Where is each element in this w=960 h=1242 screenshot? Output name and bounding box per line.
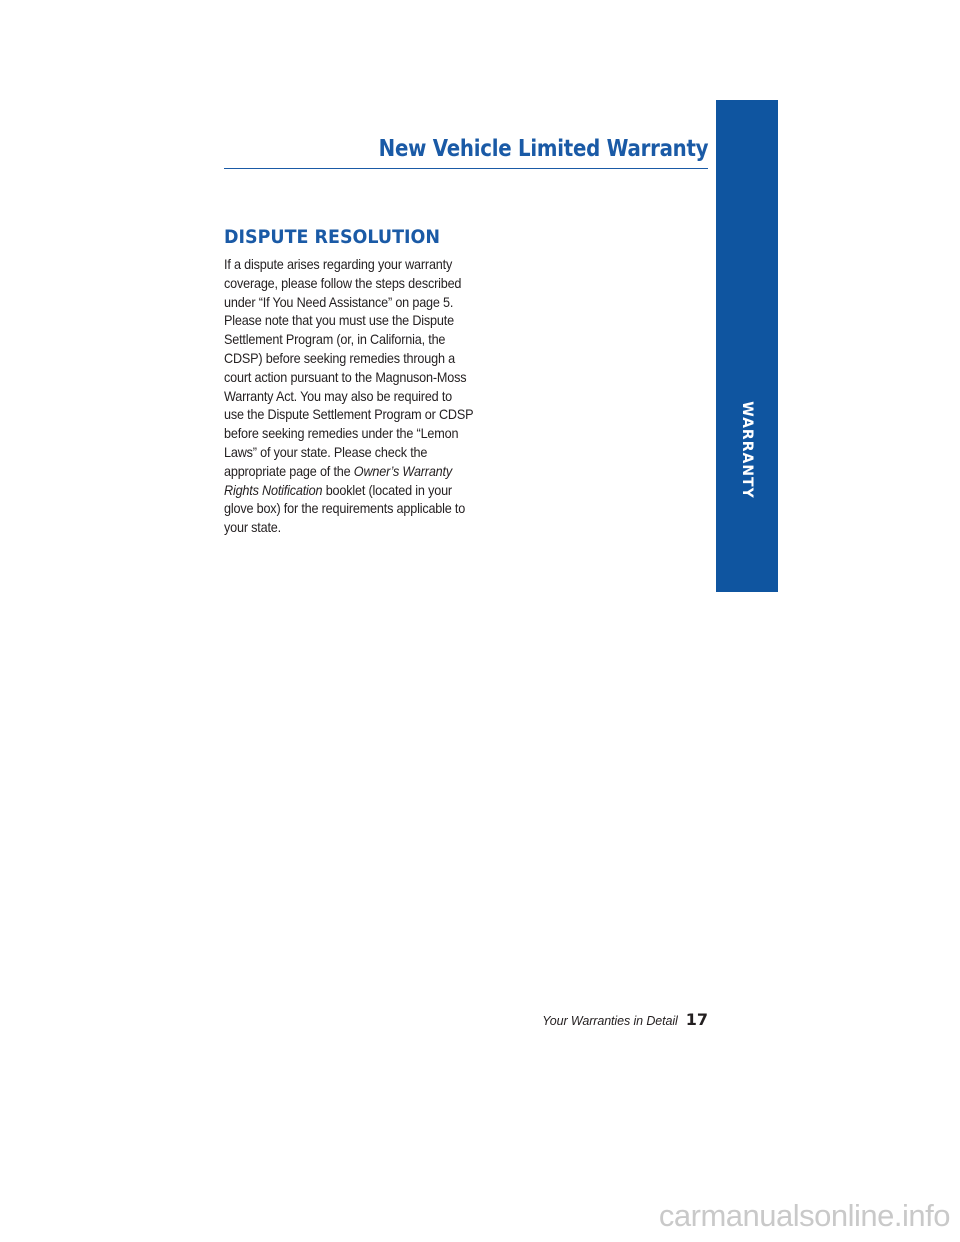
side-tab: [716, 100, 778, 592]
section-heading: DISPUTE RESOLUTION: [224, 226, 441, 248]
page-number: 17: [685, 1010, 708, 1029]
page-header: [224, 134, 708, 169]
footer-label: Your Warranties in Detail: [542, 1014, 678, 1028]
section-body: [224, 256, 473, 538]
page-title: New Vehicle Limited Warranty: [378, 136, 708, 162]
booklet-title: Owner’s Warranty Rights Notification: [224, 463, 452, 498]
side-tab-label: WARRANTY: [739, 401, 755, 499]
page-footer: [542, 1010, 708, 1030]
watermark[interactable]: carmanualsonline.info: [658, 1198, 950, 1233]
body-text-part-2: booklet (located in your glove box) for the requirements applicable to your state.: [224, 482, 466, 536]
dispute-resolution-section: [224, 224, 474, 538]
body-text-part-1: If a dispute arises regarding your warranty coverage, please follow the steps described under “If You Need Assistance” on page 5. Please note that you must use the Dispute Settlement Program (or, in California, the CDSP) before seeking remedies through a court action pursuant to the Magnuson-Moss Warranty Act. You may also be required to use the Dispute Settlement Program or CDSP before seeking remedies under the “Lemon Laws” of your state. Please check the appropriate page of the: [224, 257, 474, 479]
